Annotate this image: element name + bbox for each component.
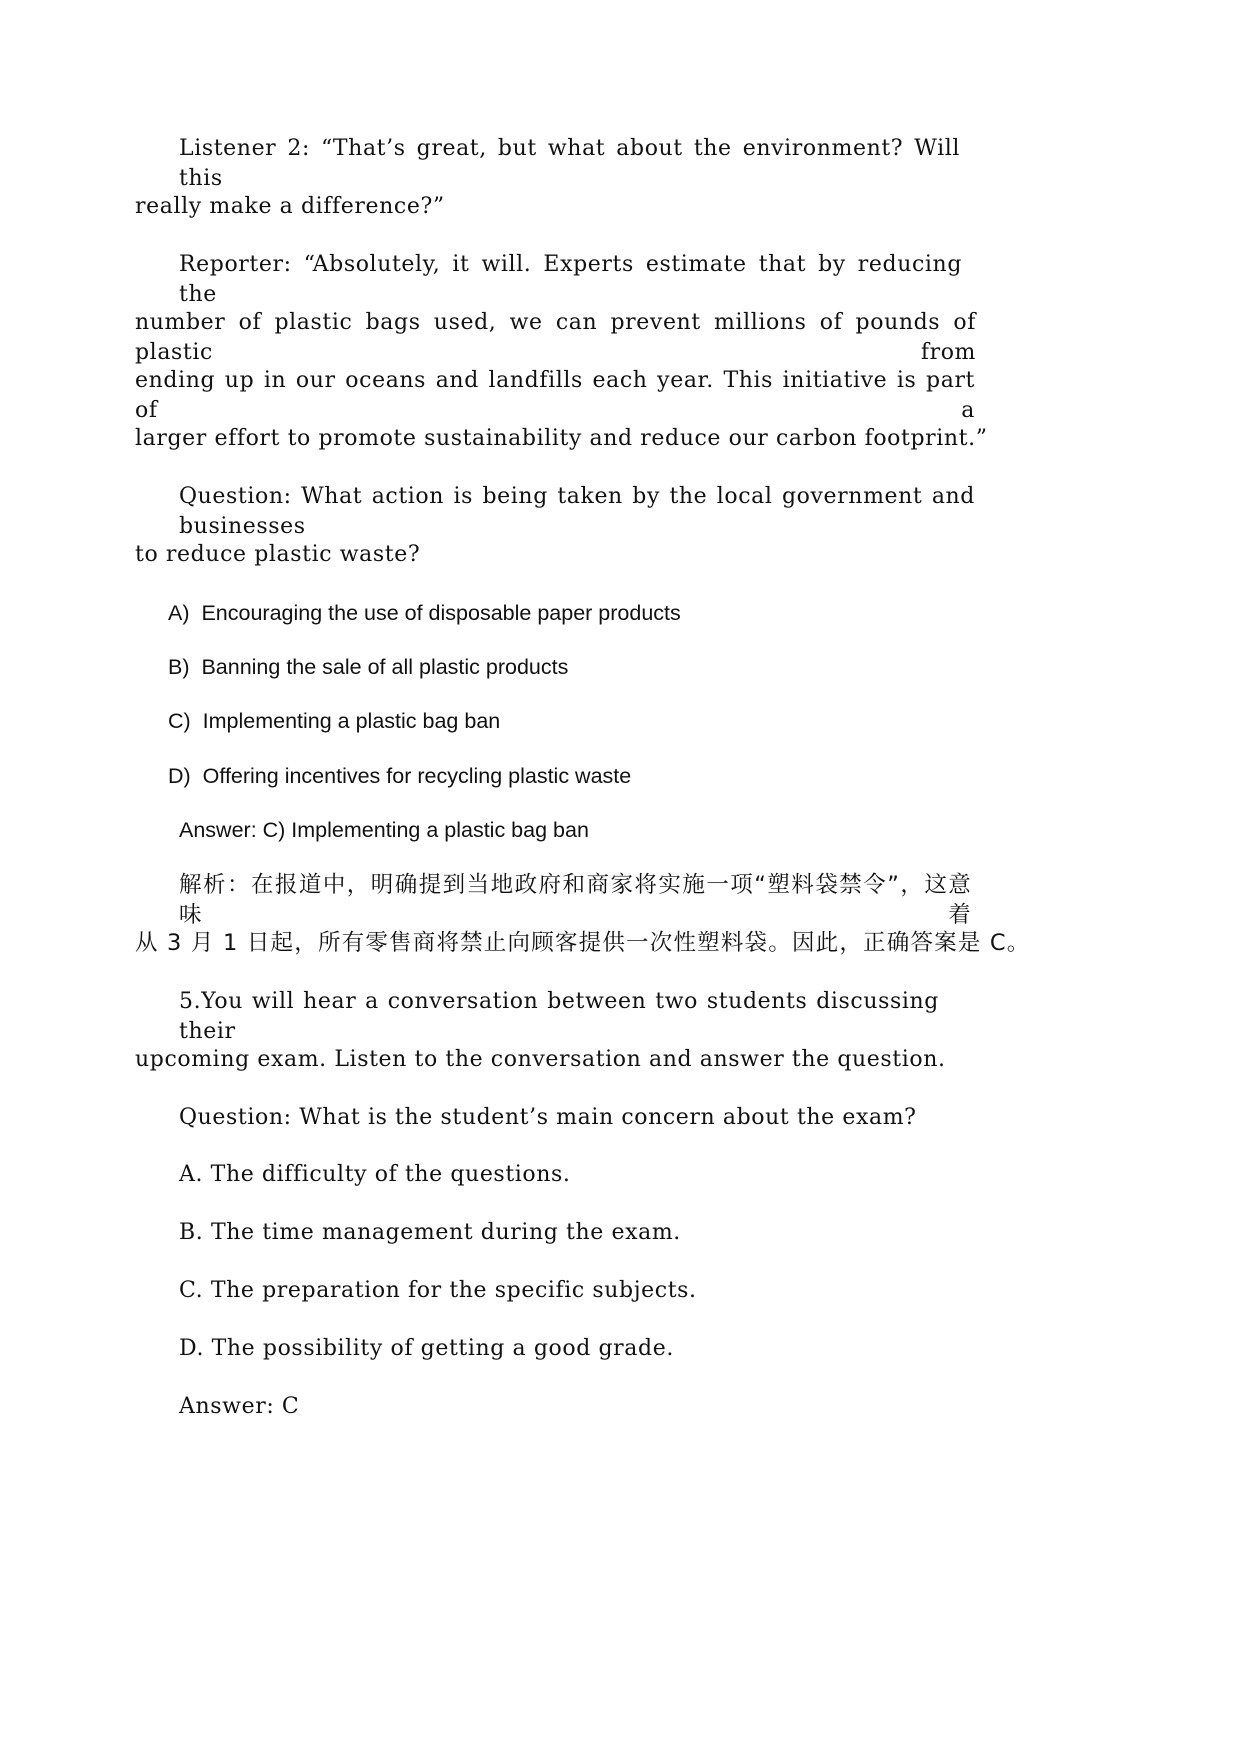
option-c: C) Implementing a plastic bag ban xyxy=(168,709,501,733)
question-line: to reduce plastic waste? xyxy=(135,542,421,567)
option-c: C. The preparation for the specific subjects. xyxy=(179,1278,697,1303)
analysis-line: 从 3 月 1 日起，所有零售商将禁止向顾客提供一次性塑料袋。因此，正确答案是 C。 xyxy=(135,930,1031,956)
option-b: B. The time management during the exam. xyxy=(179,1220,681,1245)
option-b: B) Banning the sale of all plastic products xyxy=(168,655,569,679)
option-a: A. The difficulty of the questions. xyxy=(179,1162,571,1187)
text-line: larger effort to promote sustainability and reduce our carbon footprint.” xyxy=(135,426,988,451)
text-line: number of plastic bags used, we can prevent millions of pounds of plastic from xyxy=(135,310,976,365)
text-line: really make a difference?” xyxy=(135,194,445,219)
question-5-line: 5.You will hear a conversation between two students discussing their xyxy=(179,989,939,1044)
text-line: ending up in our oceans and landfills each year. This initiative is part of a xyxy=(135,368,975,423)
text-line-listener2: Listener 2: “That’s great, but what about the environment? Will this xyxy=(179,136,960,191)
question-line: Question: What action is being taken by the local government and businesses xyxy=(179,484,975,539)
question-5-prompt: Question: What is the student’s main concern about the exam? xyxy=(179,1105,917,1130)
analysis-line: 解析：在报道中，明确提到当地政府和商家将实施一项“塑料袋禁令”，这意味着 xyxy=(179,872,972,928)
option-d: D) Offering incentives for recycling plastic waste xyxy=(168,764,632,788)
answer-line: Answer: C xyxy=(179,1394,300,1419)
text-line-reporter: Reporter: “Absolutely, it will. Experts estimate that by reducing the xyxy=(179,252,962,307)
answer-line: Answer: C) Implementing a plastic bag ban xyxy=(179,818,589,842)
option-d: D. The possibility of getting a good grade. xyxy=(179,1336,674,1361)
option-a: A) Encouraging the use of disposable paper products xyxy=(168,601,681,625)
question-5-line: upcoming exam. Listen to the conversation and answer the question. xyxy=(135,1047,946,1072)
